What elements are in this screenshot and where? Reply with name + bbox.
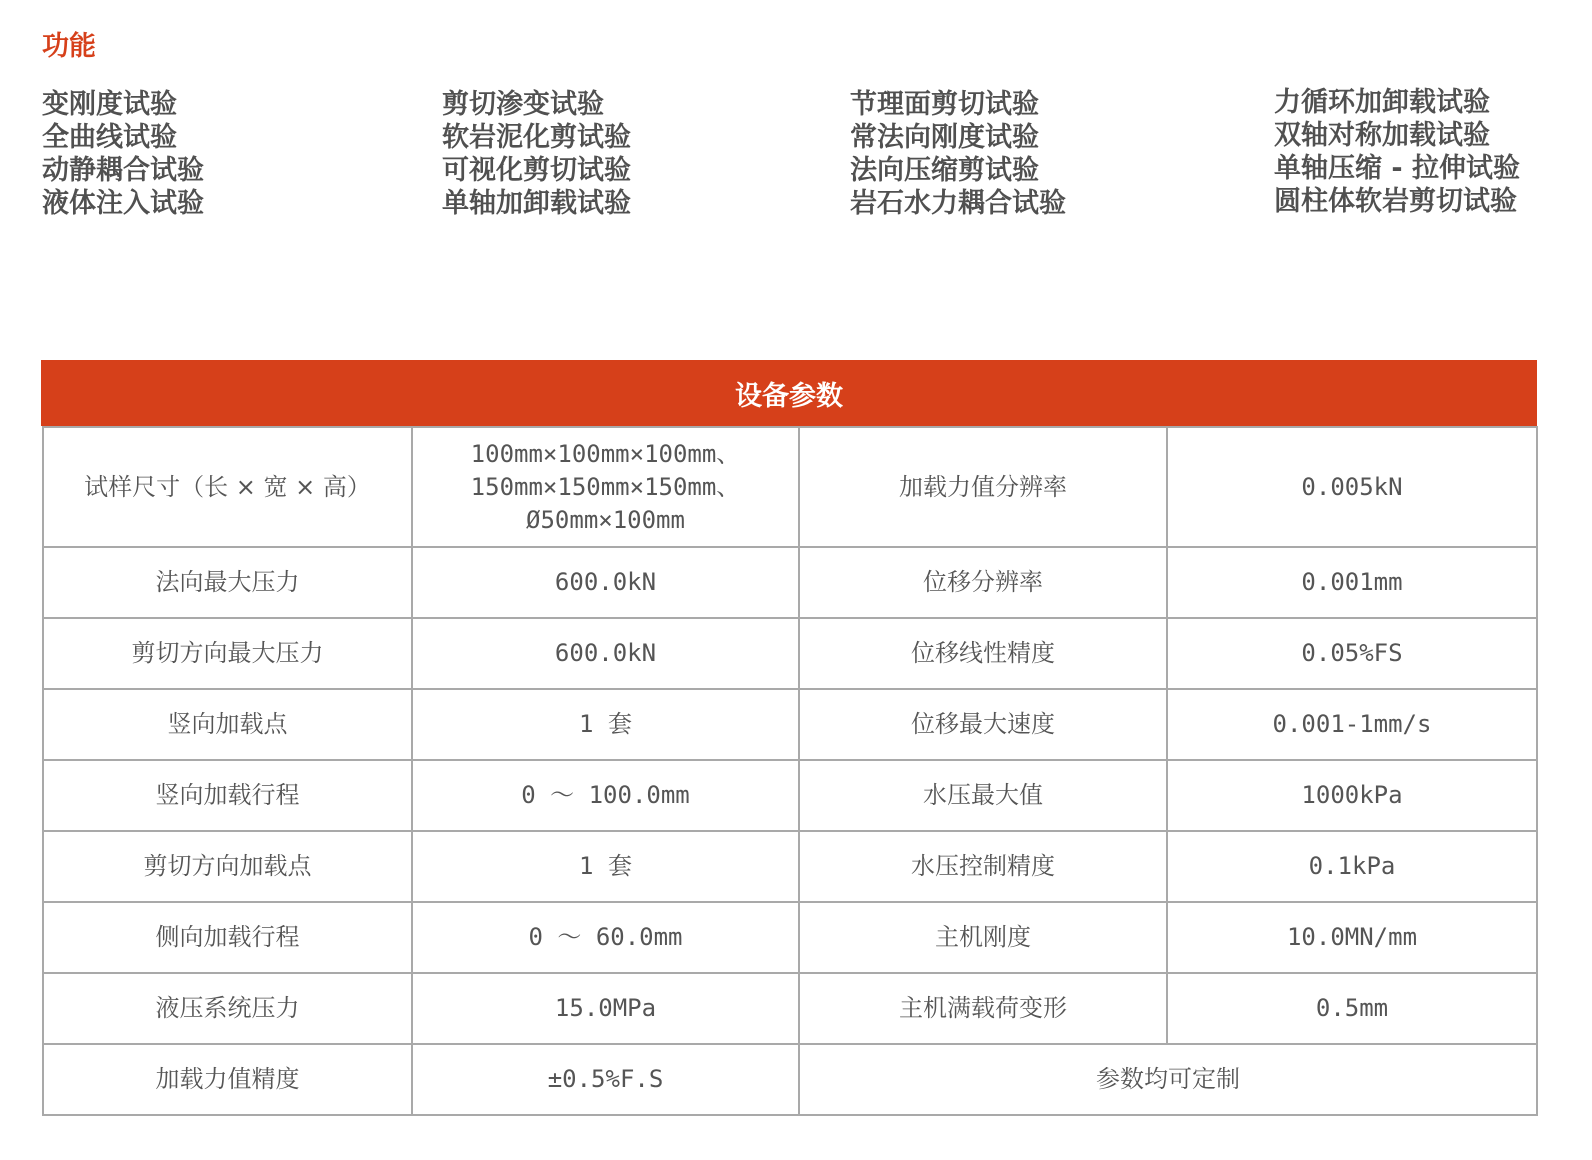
table-row [43, 689, 1537, 760]
param-value: 1000kPa [1167, 760, 1537, 831]
param-label: 剪切方向加载点 [43, 831, 412, 902]
params-header [41, 360, 1537, 426]
param-value: 600.0kN [412, 618, 799, 689]
param-value: 600.0kN [412, 547, 799, 618]
params-table [42, 426, 1538, 1116]
feature-item: 软岩泥化剪试验 [442, 122, 631, 153]
param-label: 加载力值精度 [43, 1044, 412, 1115]
feature-item: 双轴对称加载试验 [1274, 120, 1490, 151]
customizable-note: 参数均可定制 [799, 1044, 1537, 1115]
param-label: 竖向加载行程 [43, 760, 412, 831]
param-label: 侧向加载行程 [43, 902, 412, 973]
feature-item: 单轴压缩 - 拉伸试验 [1274, 153, 1521, 184]
param-label: 竖向加载点 [43, 689, 412, 760]
feature-column-4 [1274, 86, 1520, 218]
feature-item: 液体注入试验 [42, 188, 204, 219]
sample-size-line: 150mm×150mm×150mm、 [470, 472, 741, 501]
param-value: 0.001-1mm/s [1167, 689, 1537, 760]
feature-item: 岩石水力耦合试验 [850, 188, 1066, 219]
table-row [43, 831, 1537, 902]
sample-size-line: 100mm×100mm×100mm、 [470, 439, 741, 468]
feature-item: 圆柱体软岩剪切试验 [1274, 186, 1517, 217]
param-value: 0.001mm [1167, 547, 1537, 618]
param-label: 水压最大值 [799, 760, 1167, 831]
param-label: 位移线性精度 [799, 618, 1167, 689]
equipment-params [41, 360, 1537, 1116]
table-row [43, 618, 1537, 689]
param-value: 0 ～ 100.0mm [412, 760, 799, 831]
table-row [43, 427, 1537, 547]
feature-column-1 [42, 88, 204, 220]
table-row [43, 760, 1537, 831]
table-row [43, 1044, 1537, 1115]
feature-item: 单轴加卸载试验 [442, 188, 631, 219]
param-value: 1 套 [412, 689, 799, 760]
feature-item: 全曲线试验 [42, 122, 177, 153]
section-title-functions: 功能 [42, 31, 96, 62]
params-title: 设备参数 [735, 380, 843, 412]
param-value: 10.0MN/mm [1167, 902, 1537, 973]
feature-item: 法向压缩剪试验 [850, 155, 1039, 186]
feature-column-3 [850, 88, 1066, 220]
param-value: 15.0MPa [412, 973, 799, 1044]
param-value: 0.05%FS [1167, 618, 1537, 689]
feature-item: 变刚度试验 [42, 89, 177, 120]
param-label: 剪切方向最大压力 [43, 618, 412, 689]
param-label: 加载力值分辨率 [799, 427, 1167, 547]
param-label: 位移分辨率 [799, 547, 1167, 618]
param-label: 主机刚度 [799, 902, 1167, 973]
param-value: 0.1kPa [1167, 831, 1537, 902]
param-label: 液压系统压力 [43, 973, 412, 1044]
feature-column-2 [442, 88, 631, 220]
param-label: 主机满载荷变形 [799, 973, 1167, 1044]
param-label: 法向最大压力 [43, 547, 412, 618]
feature-item: 剪切渗变试验 [442, 89, 604, 120]
feature-item: 节理面剪切试验 [850, 89, 1039, 120]
table-row [43, 902, 1537, 973]
feature-item: 动静耦合试验 [42, 155, 204, 186]
param-value: ±0.5%F.S [412, 1044, 799, 1115]
feature-item: 常法向刚度试验 [850, 122, 1039, 153]
param-value-sample-size [412, 427, 799, 547]
feature-item: 可视化剪切试验 [442, 155, 631, 186]
param-value: 0.005kN [1167, 427, 1537, 547]
param-label: 试样尺寸（长 × 宽 × 高） [43, 427, 412, 547]
param-label: 水压控制精度 [799, 831, 1167, 902]
param-value: 1 套 [412, 831, 799, 902]
table-row [43, 973, 1537, 1044]
param-value: 0 ～ 60.0mm [412, 902, 799, 973]
table-row [43, 547, 1537, 618]
param-value: 0.5mm [1167, 973, 1537, 1044]
feature-list [42, 88, 1542, 228]
sample-size-line: Ø50mm×100mm [526, 505, 685, 534]
feature-item: 力循环加卸载试验 [1274, 87, 1490, 118]
param-label: 位移最大速度 [799, 689, 1167, 760]
